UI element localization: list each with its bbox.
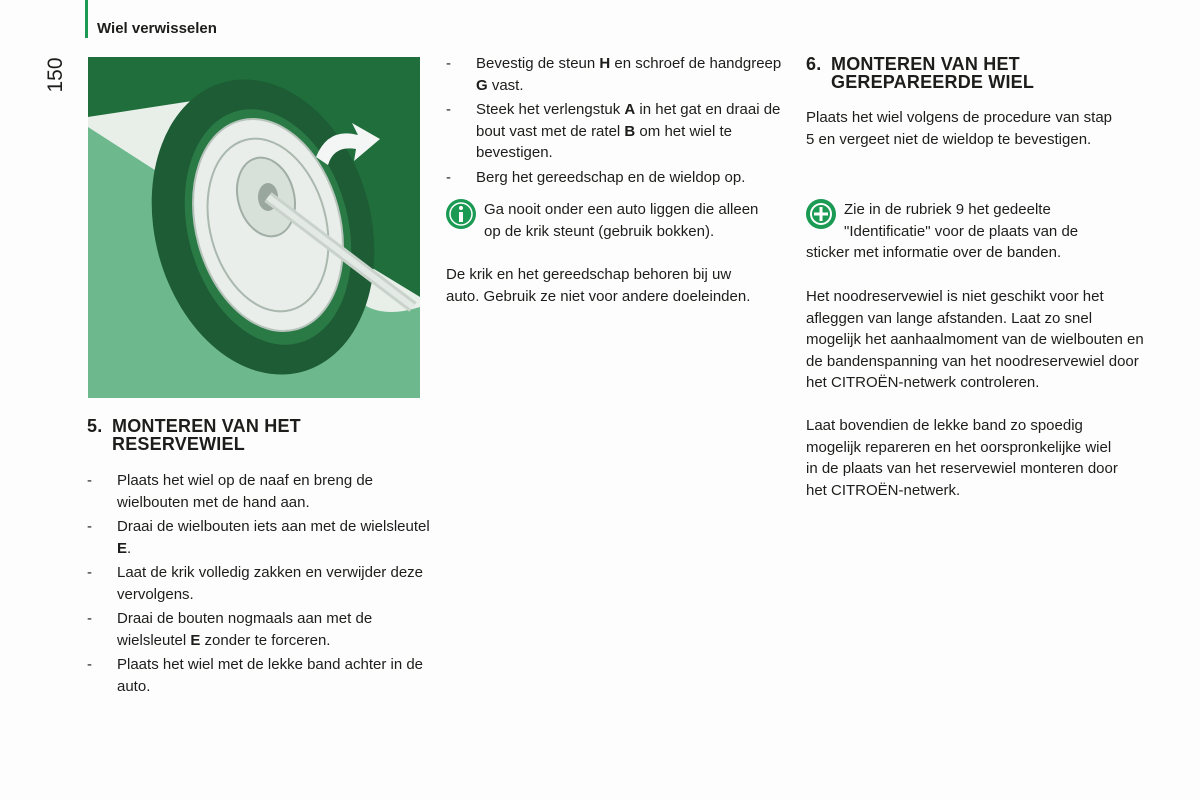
dash-bullet: - — [87, 472, 92, 489]
list-item-text: om het wiel te bevestigen. — [476, 122, 732, 161]
wheel-illustration — [88, 57, 420, 398]
part-letter: A — [624, 101, 636, 118]
section-heading-6 — [806, 55, 1034, 91]
list-item-text: zonder te forceren. — [200, 631, 331, 649]
list-item-text: vast. — [487, 76, 524, 94]
dash-bullet: - — [446, 55, 451, 72]
list-item-text: . — [127, 539, 132, 557]
info-note — [806, 199, 1116, 264]
list-item — [87, 562, 432, 605]
list-item — [87, 516, 432, 559]
heading-line2: RESERVEWIEL — [112, 434, 245, 454]
dash-bullet: - — [87, 518, 92, 535]
note-text: Zie in de rubriek 9 het gedeelte "Identificatie" voor de plaats van de sticker met informatie over de banden. — [806, 201, 1079, 261]
header-accent-bar — [85, 0, 88, 38]
step-list-5 — [87, 470, 432, 700]
list-item-text: Plaats het wiel met de lekke band achter in de auto. — [117, 656, 424, 695]
paragraph-spare-wheel: Het noodreservewiel is niet geschikt voor het afleggen van lange afstanden. Laat zo snel mogelijk het aanhaalmoment van de wielbouten en de bandenspanning van het noodreservewiel door het CITROËN-netwerk controleren. — [806, 288, 1144, 391]
list-item — [87, 654, 432, 697]
list-item — [446, 167, 786, 189]
list-item-text: Laat de krik volledig zakken en verwijder deze vervolgens. — [117, 564, 423, 603]
list-item — [87, 608, 432, 651]
heading-number: 5. — [87, 416, 103, 436]
step-list-5-continued — [446, 53, 786, 191]
list-item — [87, 470, 432, 513]
dash-bullet: - — [446, 101, 451, 118]
part-letter: G — [476, 76, 488, 94]
part-letter: H — [599, 55, 611, 72]
page-number: 150 — [44, 57, 67, 93]
heading-line1: MONTEREN VAN HET — [112, 416, 301, 436]
list-item-text: in het gat en draai de bout vast met de ratel — [476, 101, 781, 140]
list-item-text: Bevestig de steun — [476, 55, 600, 72]
section-title: Wiel verwisselen — [97, 20, 217, 37]
list-item-text: Steek het verlengstuk — [476, 101, 625, 118]
dash-bullet: - — [446, 168, 451, 186]
heading-line2: GEREPAREERDE WIEL — [831, 72, 1035, 92]
paragraph-intro: Plaats het wiel volgens de procedure van stap 5 en vergeet niet de wieldop te bevestigen. — [806, 109, 1113, 148]
part-letter: E — [190, 631, 201, 649]
list-item-text: Plaats het wiel op de naaf en breng de wielbouten met de hand aan. — [117, 472, 374, 511]
warning-note — [446, 199, 766, 242]
heading-line1: MONTEREN VAN HET — [831, 54, 1020, 74]
info-icon — [446, 199, 476, 229]
note-text: Ga nooit onder een auto liggen die alleen op de krik steunt (gebruik bokken). — [484, 201, 759, 240]
list-item-text: Draai de wielbouten iets aan met de wielsleutel — [117, 518, 430, 535]
dash-bullet: - — [87, 656, 92, 673]
dash-bullet: - — [87, 610, 92, 627]
list-item — [446, 53, 786, 96]
part-letter: E — [117, 539, 128, 557]
heading-number: 6. — [806, 54, 822, 74]
part-letter: B — [624, 122, 636, 140]
list-item-text: Draai de bouten nogmaals aan met de wielsleutel — [117, 610, 373, 649]
paragraph-tools: De krik en het gereedschap behoren bij uw auto. Gebruik ze niet voor andere doeleinden. — [446, 266, 751, 305]
list-item-text: en schroef de handgreep — [610, 55, 782, 72]
plus-icon — [806, 199, 836, 229]
list-item-text: Berg het gereedschap en de wieldop op. — [476, 168, 746, 186]
paragraph-repair: Laat bovendien de lekke band zo spoedig mogelijk repareren en het oorspronkelijke wiel in de plaats van het reservewiel monteren door het CITROËN-netwerk. — [806, 417, 1118, 499]
dash-bullet: - — [87, 564, 92, 581]
section-heading-5 — [87, 417, 301, 453]
list-item — [446, 99, 786, 164]
